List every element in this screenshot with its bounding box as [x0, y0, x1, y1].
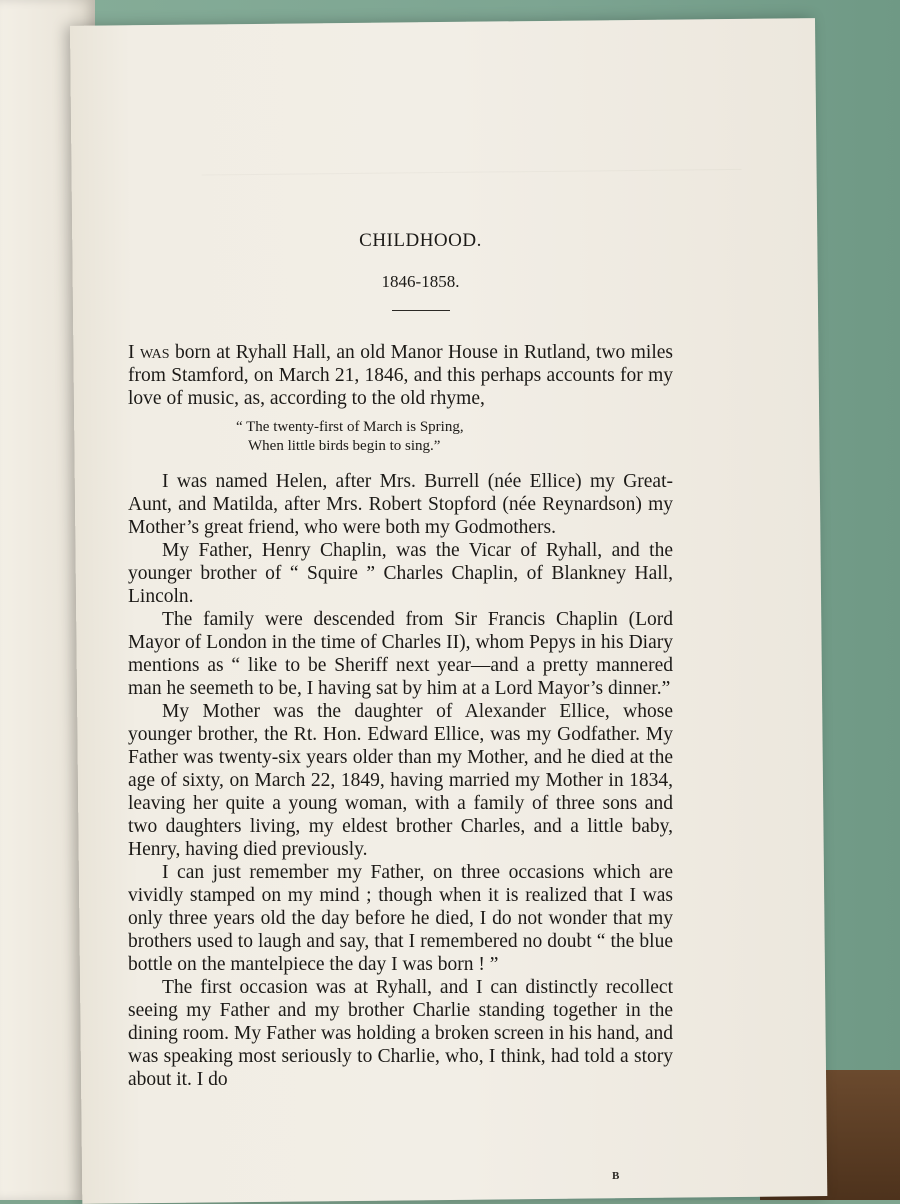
poem-line-1: “ The twenty-first of March is Spring, — [236, 419, 464, 435]
paragraph-3: My Father, Henry Chaplin, was the Vicar of Ryhall, and the younger brother of “ Squire ” Charles Chaplin, of Blankney Hall, Lincoln. — [128, 540, 673, 607]
show-through-header — [202, 169, 742, 206]
paragraph-1-rest: born at Ryhall Hall, an old Manor House in Rutland, two miles from Stamford, on March 21, 1846, and this perhaps accounts for my love of music, as, according to the old rhyme, — [128, 342, 674, 409]
paragraph-6: I can just remember my Father, on three occasions which are vividly stamped on my mind ; though when it is realized that I was only three years old the day before he died, I do not wonder that my brothers used to laugh and say, that I remembered no doubt “ the blue bottle on the mantelpiece the day I was born ! ” — [128, 862, 673, 975]
paragraph-1 — [128, 341, 673, 410]
paragraph-5: My Mother was the daughter of Alexander Ellice, whose younger brother, the Rt. Hon. Edward Ellice, was my Godfather. My Father was twenty-six years older than my Mother, and he died at the age of sixty, on March 22, 1849, having married my Mother in 1834, leaving her quite a young woman, with a family of three sons and two daughters living, my eldest brother Charles, and a little baby, Henry, having died previously. — [128, 701, 673, 860]
poem — [236, 418, 673, 456]
poem-line-2: When little birds begin to sing.” — [248, 438, 441, 454]
paragraph-1-lead: I was — [128, 342, 170, 363]
chapter-dates: 1846-1858. — [381, 272, 460, 291]
paragraph-2: I was named Helen, after Mrs. Burrell (née Ellice) my Great-Aunt, and Matilda, after Mrs. Robert Stopford (née Reynardson) my Mother’s great friend, who were both my Godmothers. — [128, 471, 673, 538]
chapter-title: CHILDHOOD. — [359, 230, 482, 251]
page-text — [128, 230, 673, 1091]
paragraph-4: The family were descended from Sir Francis Chaplin (Lord Mayor of London in the time of Charles II), whom Pepys in his Diary mentions as “ like to be Sheriff next year—and a pretty mannered man he seemeth to be, I having sat by him at a Lord Mayor’s dinner.” — [128, 609, 673, 699]
paragraph-7: The first occasion was at Ryhall, and I can distinctly recollect seeing my Father and my brother Charlie standing together in the dining room. My Father was holding a broken screen in his hand, and was speaking most seriously to Charlie, who, I think, had told a story about it. I do — [128, 977, 673, 1090]
signature-mark: B — [612, 1170, 620, 1182]
title-rule — [392, 310, 450, 311]
